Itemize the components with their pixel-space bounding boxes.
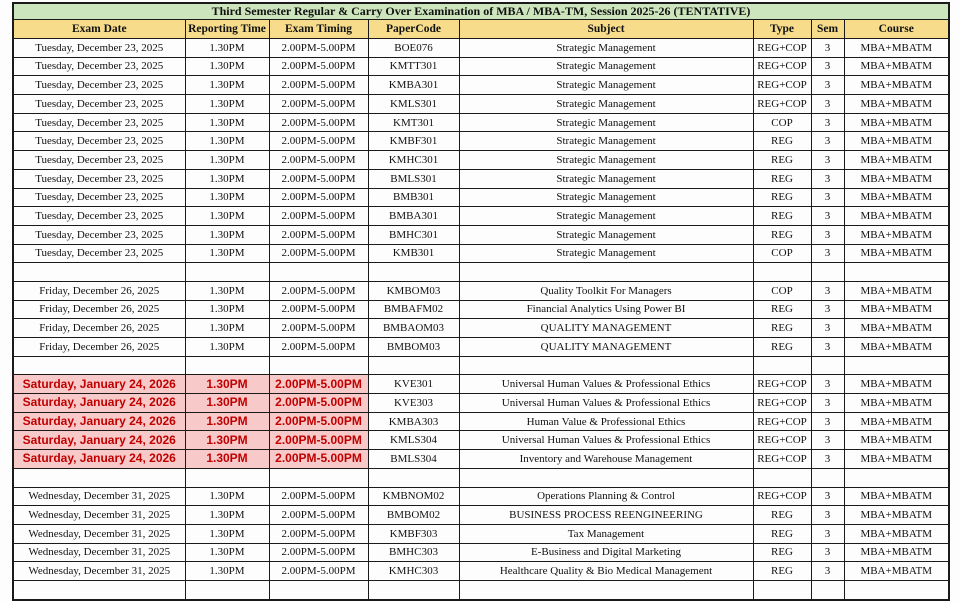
cell-exam-timing: 2.00PM-5.00PM [269, 300, 368, 319]
column-header-exam-date: Exam Date [13, 20, 185, 39]
table-row [13, 300, 949, 319]
exam-schedule-table [12, 2, 950, 601]
table-row [13, 225, 949, 244]
spacer-row [13, 468, 949, 487]
cell-paper-code: KVE303 [368, 394, 459, 413]
cell-sem: 3 [811, 132, 844, 151]
cell-exam-timing: 2.00PM-5.00PM [269, 543, 368, 562]
cell-reporting-time: 1.30PM [185, 188, 269, 207]
table-row [13, 524, 949, 543]
cell-subject: Strategic Management [459, 151, 753, 170]
table-title-row [13, 3, 949, 20]
cell-paper-code: BMBOM03 [368, 338, 459, 357]
table-row [13, 207, 949, 226]
cell-sem: 3 [811, 113, 844, 132]
cell-exam-timing: 2.00PM-5.00PM [269, 188, 368, 207]
cell-subject: Strategic Management [459, 207, 753, 226]
cell-paper-code: BOE076 [368, 39, 459, 58]
cell-sem: 3 [811, 169, 844, 188]
column-header-sem: Sem [811, 20, 844, 39]
cell-sem: 3 [811, 431, 844, 450]
cell-paper-code [368, 263, 459, 282]
cell-course: MBA+MBATM [844, 39, 949, 58]
cell-exam-date: Tuesday, December 23, 2025 [13, 151, 185, 170]
cell-course: MBA+MBATM [844, 244, 949, 263]
table-body [13, 39, 949, 600]
column-header-type: Type [753, 20, 811, 39]
cell-type: REG [753, 338, 811, 357]
cell-type: REG [753, 506, 811, 525]
table-row [13, 244, 949, 263]
cell-course: MBA+MBATM [844, 281, 949, 300]
cell-type [753, 356, 811, 375]
cell-type: REG+COP [753, 431, 811, 450]
cell-subject: QUALITY MANAGEMENT [459, 338, 753, 357]
cell-subject: Strategic Management [459, 95, 753, 114]
cell-reporting-time: 1.30PM [185, 412, 269, 431]
cell-exam-date [13, 263, 185, 282]
cell-paper-code: KMBF303 [368, 524, 459, 543]
cell-subject: Strategic Management [459, 188, 753, 207]
cell-exam-date: Friday, December 26, 2025 [13, 338, 185, 357]
table-row [13, 132, 949, 151]
cell-paper-code: KMHC303 [368, 562, 459, 581]
cell-paper-code: KMBF301 [368, 132, 459, 151]
cell-course: MBA+MBATM [844, 169, 949, 188]
table-row [13, 39, 949, 58]
cell-sem: 3 [811, 39, 844, 58]
cell-exam-timing: 2.00PM-5.00PM [269, 506, 368, 525]
cell-subject: E-Business and Digital Marketing [459, 543, 753, 562]
cell-subject: Operations Planning & Control [459, 487, 753, 506]
cell-exam-timing: 2.00PM-5.00PM [269, 319, 368, 338]
cell-reporting-time: 1.30PM [185, 431, 269, 450]
cell-paper-code: BMBA301 [368, 207, 459, 226]
cell-type: REG [753, 207, 811, 226]
table-row [13, 506, 949, 525]
cell-subject: Strategic Management [459, 225, 753, 244]
cell-course: MBA+MBATM [844, 132, 949, 151]
cell-exam-date: Wednesday, December 31, 2025 [13, 562, 185, 581]
cell-type: REG+COP [753, 450, 811, 469]
cell-exam-date: Tuesday, December 23, 2025 [13, 76, 185, 95]
table-row [13, 487, 949, 506]
cell-course: MBA+MBATM [844, 375, 949, 394]
column-header-exam-timing: Exam Timing [269, 20, 368, 39]
column-header-subject: Subject [459, 20, 753, 39]
cell-reporting-time: 1.30PM [185, 375, 269, 394]
cell-type [753, 468, 811, 487]
cell-paper-code: KVE301 [368, 375, 459, 394]
cell-course [844, 468, 949, 487]
cell-reporting-time: 1.30PM [185, 338, 269, 357]
cell-exam-date: Tuesday, December 23, 2025 [13, 57, 185, 76]
cell-exam-timing: 2.00PM-5.00PM [269, 132, 368, 151]
cell-sem: 3 [811, 225, 844, 244]
cell-course: MBA+MBATM [844, 394, 949, 413]
cell-subject: Strategic Management [459, 132, 753, 151]
cell-exam-date: Friday, December 26, 2025 [13, 319, 185, 338]
cell-reporting-time [185, 356, 269, 375]
cell-reporting-time: 1.30PM [185, 151, 269, 170]
cell-exam-timing: 2.00PM-5.00PM [269, 431, 368, 450]
cell-course: MBA+MBATM [844, 207, 949, 226]
cell-type [753, 263, 811, 282]
cell-paper-code: BMLS304 [368, 450, 459, 469]
cell-sem [811, 263, 844, 282]
cell-subject: Strategic Management [459, 113, 753, 132]
cell-course: MBA+MBATM [844, 95, 949, 114]
cell-course: MBA+MBATM [844, 57, 949, 76]
cell-exam-timing [269, 356, 368, 375]
spacer-row [13, 356, 949, 375]
cell-type: COP [753, 244, 811, 263]
cell-reporting-time: 1.30PM [185, 169, 269, 188]
cell-exam-date: Wednesday, December 31, 2025 [13, 506, 185, 525]
cell-reporting-time: 1.30PM [185, 207, 269, 226]
cell-paper-code [368, 468, 459, 487]
cell-sem: 3 [811, 524, 844, 543]
cell-subject: Tax Management [459, 524, 753, 543]
table-row [13, 281, 949, 300]
cell-course: MBA+MBATM [844, 487, 949, 506]
cell-type: REG [753, 151, 811, 170]
cell-subject: Human Value & Professional Ethics [459, 412, 753, 431]
cell-paper-code: BMBAOM03 [368, 319, 459, 338]
cell-subject: Strategic Management [459, 169, 753, 188]
cell-type: REG+COP [753, 375, 811, 394]
cell-exam-date: Friday, December 26, 2025 [13, 281, 185, 300]
cell-exam-timing: 2.00PM-5.00PM [269, 76, 368, 95]
cell-exam-timing: 2.00PM-5.00PM [269, 487, 368, 506]
cell-exam-timing: 2.00PM-5.00PM [269, 57, 368, 76]
cell-type: REG [753, 225, 811, 244]
cell-subject: Inventory and Warehouse Management [459, 450, 753, 469]
cell-course: MBA+MBATM [844, 543, 949, 562]
cell-type [753, 580, 811, 599]
cell-reporting-time: 1.30PM [185, 543, 269, 562]
cell-subject: Healthcare Quality & Bio Medical Management [459, 562, 753, 581]
cell-subject: Universal Human Values & Professional Ethics [459, 394, 753, 413]
cell-subject: Universal Human Values & Professional Ethics [459, 375, 753, 394]
cell-exam-timing: 2.00PM-5.00PM [269, 113, 368, 132]
cell-subject [459, 356, 753, 375]
cell-course: MBA+MBATM [844, 338, 949, 357]
cell-exam-date: Wednesday, December 31, 2025 [13, 487, 185, 506]
table-row [13, 394, 949, 413]
cell-type: REG [753, 132, 811, 151]
cell-type: REG+COP [753, 95, 811, 114]
table-row [13, 113, 949, 132]
cell-exam-date: Saturday, January 24, 2026 [13, 412, 185, 431]
cell-sem: 3 [811, 57, 844, 76]
cell-exam-timing: 2.00PM-5.00PM [269, 338, 368, 357]
cell-course: MBA+MBATM [844, 151, 949, 170]
cell-exam-timing: 2.00PM-5.00PM [269, 169, 368, 188]
cell-exam-date [13, 356, 185, 375]
cell-exam-timing [269, 580, 368, 599]
cell-exam-date: Saturday, January 24, 2026 [13, 431, 185, 450]
cell-reporting-time: 1.30PM [185, 562, 269, 581]
cell-exam-date: Tuesday, December 23, 2025 [13, 225, 185, 244]
cell-type: COP [753, 113, 811, 132]
cell-reporting-time: 1.30PM [185, 300, 269, 319]
cell-reporting-time: 1.30PM [185, 225, 269, 244]
cell-reporting-time: 1.30PM [185, 487, 269, 506]
cell-exam-date [13, 468, 185, 487]
cell-paper-code [368, 580, 459, 599]
cell-course: MBA+MBATM [844, 113, 949, 132]
cell-subject: Strategic Management [459, 244, 753, 263]
cell-sem [811, 356, 844, 375]
cell-paper-code: KMBA301 [368, 76, 459, 95]
cell-type: REG [753, 188, 811, 207]
cell-paper-code: BMB301 [368, 188, 459, 207]
table-row [13, 95, 949, 114]
cell-type: REG+COP [753, 487, 811, 506]
table-row [13, 319, 949, 338]
cell-exam-timing: 2.00PM-5.00PM [269, 394, 368, 413]
cell-paper-code: KMBNOM02 [368, 487, 459, 506]
cell-sem: 3 [811, 244, 844, 263]
cell-type: REG+COP [753, 394, 811, 413]
cell-reporting-time: 1.30PM [185, 394, 269, 413]
table-row [13, 169, 949, 188]
cell-exam-date [13, 580, 185, 599]
cell-paper-code: BMHC303 [368, 543, 459, 562]
cell-sem: 3 [811, 319, 844, 338]
cell-subject: Universal Human Values & Professional Ethics [459, 431, 753, 450]
cell-course: MBA+MBATM [844, 524, 949, 543]
cell-reporting-time: 1.30PM [185, 76, 269, 95]
cell-exam-timing: 2.00PM-5.00PM [269, 207, 368, 226]
cell-course [844, 580, 949, 599]
cell-sem [811, 580, 844, 599]
cell-paper-code: KMTT301 [368, 57, 459, 76]
cell-exam-timing: 2.00PM-5.00PM [269, 412, 368, 431]
cell-sem: 3 [811, 506, 844, 525]
cell-course: MBA+MBATM [844, 431, 949, 450]
cell-paper-code: BMHC301 [368, 225, 459, 244]
cell-paper-code: KMHC301 [368, 151, 459, 170]
cell-exam-timing: 2.00PM-5.00PM [269, 450, 368, 469]
spacer-row [13, 263, 949, 282]
cell-reporting-time: 1.30PM [185, 524, 269, 543]
cell-type: REG+COP [753, 57, 811, 76]
cell-exam-timing [269, 263, 368, 282]
cell-exam-date: Wednesday, December 31, 2025 [13, 524, 185, 543]
cell-exam-date: Tuesday, December 23, 2025 [13, 39, 185, 58]
spacer-row [13, 580, 949, 599]
cell-paper-code: KMBA303 [368, 412, 459, 431]
cell-course: MBA+MBATM [844, 412, 949, 431]
cell-sem: 3 [811, 300, 844, 319]
cell-course: MBA+MBATM [844, 188, 949, 207]
table-row [13, 431, 949, 450]
cell-reporting-time: 1.30PM [185, 319, 269, 338]
cell-exam-date: Tuesday, December 23, 2025 [13, 244, 185, 263]
table-row [13, 562, 949, 581]
cell-course [844, 263, 949, 282]
cell-course [844, 356, 949, 375]
cell-paper-code: KMB301 [368, 244, 459, 263]
cell-sem: 3 [811, 207, 844, 226]
cell-reporting-time [185, 468, 269, 487]
cell-subject [459, 468, 753, 487]
cell-sem: 3 [811, 281, 844, 300]
cell-subject: Strategic Management [459, 39, 753, 58]
cell-exam-timing: 2.00PM-5.00PM [269, 375, 368, 394]
cell-exam-timing: 2.00PM-5.00PM [269, 39, 368, 58]
cell-type: REG [753, 169, 811, 188]
cell-exam-date: Tuesday, December 23, 2025 [13, 207, 185, 226]
cell-type: REG [753, 300, 811, 319]
cell-exam-timing: 2.00PM-5.00PM [269, 562, 368, 581]
cell-sem: 3 [811, 450, 844, 469]
cell-paper-code: KMT301 [368, 113, 459, 132]
cell-subject [459, 580, 753, 599]
cell-sem: 3 [811, 188, 844, 207]
cell-sem: 3 [811, 151, 844, 170]
cell-reporting-time [185, 580, 269, 599]
table-row [13, 450, 949, 469]
cell-exam-date: Tuesday, December 23, 2025 [13, 188, 185, 207]
cell-reporting-time: 1.30PM [185, 57, 269, 76]
cell-sem: 3 [811, 95, 844, 114]
column-header-reporting-time: Reporting Time [185, 20, 269, 39]
cell-exam-date: Saturday, January 24, 2026 [13, 375, 185, 394]
table-row [13, 151, 949, 170]
cell-reporting-time: 1.30PM [185, 281, 269, 300]
cell-reporting-time: 1.30PM [185, 450, 269, 469]
cell-course: MBA+MBATM [844, 562, 949, 581]
cell-exam-date: Tuesday, December 23, 2025 [13, 169, 185, 188]
cell-type: REG [753, 524, 811, 543]
cell-subject: Strategic Management [459, 76, 753, 95]
cell-subject: QUALITY MANAGEMENT [459, 319, 753, 338]
table-title: Third Semester Regular & Carry Over Examination of MBA / MBA-TM, Session 2025-26 (TENTATIVE) [13, 3, 949, 20]
cell-subject: Strategic Management [459, 57, 753, 76]
cell-course: MBA+MBATM [844, 300, 949, 319]
cell-reporting-time: 1.30PM [185, 113, 269, 132]
cell-exam-timing: 2.00PM-5.00PM [269, 151, 368, 170]
table-row [13, 543, 949, 562]
cell-reporting-time: 1.30PM [185, 95, 269, 114]
cell-reporting-time: 1.30PM [185, 244, 269, 263]
cell-paper-code [368, 356, 459, 375]
cell-reporting-time [185, 263, 269, 282]
cell-sem: 3 [811, 394, 844, 413]
cell-exam-date: Saturday, January 24, 2026 [13, 394, 185, 413]
cell-subject [459, 263, 753, 282]
cell-subject: Quality Toolkit For Managers [459, 281, 753, 300]
cell-subject: BUSINESS PROCESS REENGINEERING [459, 506, 753, 525]
cell-sem: 3 [811, 76, 844, 95]
cell-sem: 3 [811, 562, 844, 581]
cell-reporting-time: 1.30PM [185, 506, 269, 525]
cell-exam-date: Friday, December 26, 2025 [13, 300, 185, 319]
cell-reporting-time: 1.30PM [185, 39, 269, 58]
cell-sem: 3 [811, 487, 844, 506]
cell-exam-date: Saturday, January 24, 2026 [13, 450, 185, 469]
column-header-paper-code: PaperCode [368, 20, 459, 39]
cell-sem [811, 468, 844, 487]
cell-type: COP [753, 281, 811, 300]
cell-exam-timing: 2.00PM-5.00PM [269, 281, 368, 300]
table-row [13, 338, 949, 357]
cell-paper-code: KMBOM03 [368, 281, 459, 300]
cell-exam-date: Wednesday, December 31, 2025 [13, 543, 185, 562]
cell-type: REG+COP [753, 412, 811, 431]
cell-exam-date: Tuesday, December 23, 2025 [13, 95, 185, 114]
cell-exam-timing [269, 468, 368, 487]
cell-paper-code: KMLS301 [368, 95, 459, 114]
cell-course: MBA+MBATM [844, 450, 949, 469]
table-row [13, 375, 949, 394]
cell-type: REG+COP [753, 39, 811, 58]
cell-exam-date: Tuesday, December 23, 2025 [13, 132, 185, 151]
cell-course: MBA+MBATM [844, 506, 949, 525]
cell-type: REG [753, 319, 811, 338]
cell-course: MBA+MBATM [844, 225, 949, 244]
cell-sem: 3 [811, 412, 844, 431]
cell-paper-code: BMLS301 [368, 169, 459, 188]
table-row [13, 188, 949, 207]
table-row [13, 57, 949, 76]
cell-subject: Financial Analytics Using Power BI [459, 300, 753, 319]
cell-reporting-time: 1.30PM [185, 132, 269, 151]
cell-paper-code: KMLS304 [368, 431, 459, 450]
table-row [13, 76, 949, 95]
cell-exam-date: Tuesday, December 23, 2025 [13, 113, 185, 132]
cell-type: REG+COP [753, 76, 811, 95]
cell-paper-code: BMBAFM02 [368, 300, 459, 319]
column-header-course: Course [844, 20, 949, 39]
cell-course: MBA+MBATM [844, 319, 949, 338]
cell-sem: 3 [811, 338, 844, 357]
cell-sem: 3 [811, 543, 844, 562]
cell-exam-timing: 2.00PM-5.00PM [269, 225, 368, 244]
cell-paper-code: BMBOM02 [368, 506, 459, 525]
table-row [13, 412, 949, 431]
cell-exam-timing: 2.00PM-5.00PM [269, 95, 368, 114]
cell-course: MBA+MBATM [844, 76, 949, 95]
cell-exam-timing: 2.00PM-5.00PM [269, 244, 368, 263]
cell-exam-timing: 2.00PM-5.00PM [269, 524, 368, 543]
cell-type: REG [753, 562, 811, 581]
table-header-row [13, 20, 949, 39]
cell-sem: 3 [811, 375, 844, 394]
cell-type: REG [753, 543, 811, 562]
